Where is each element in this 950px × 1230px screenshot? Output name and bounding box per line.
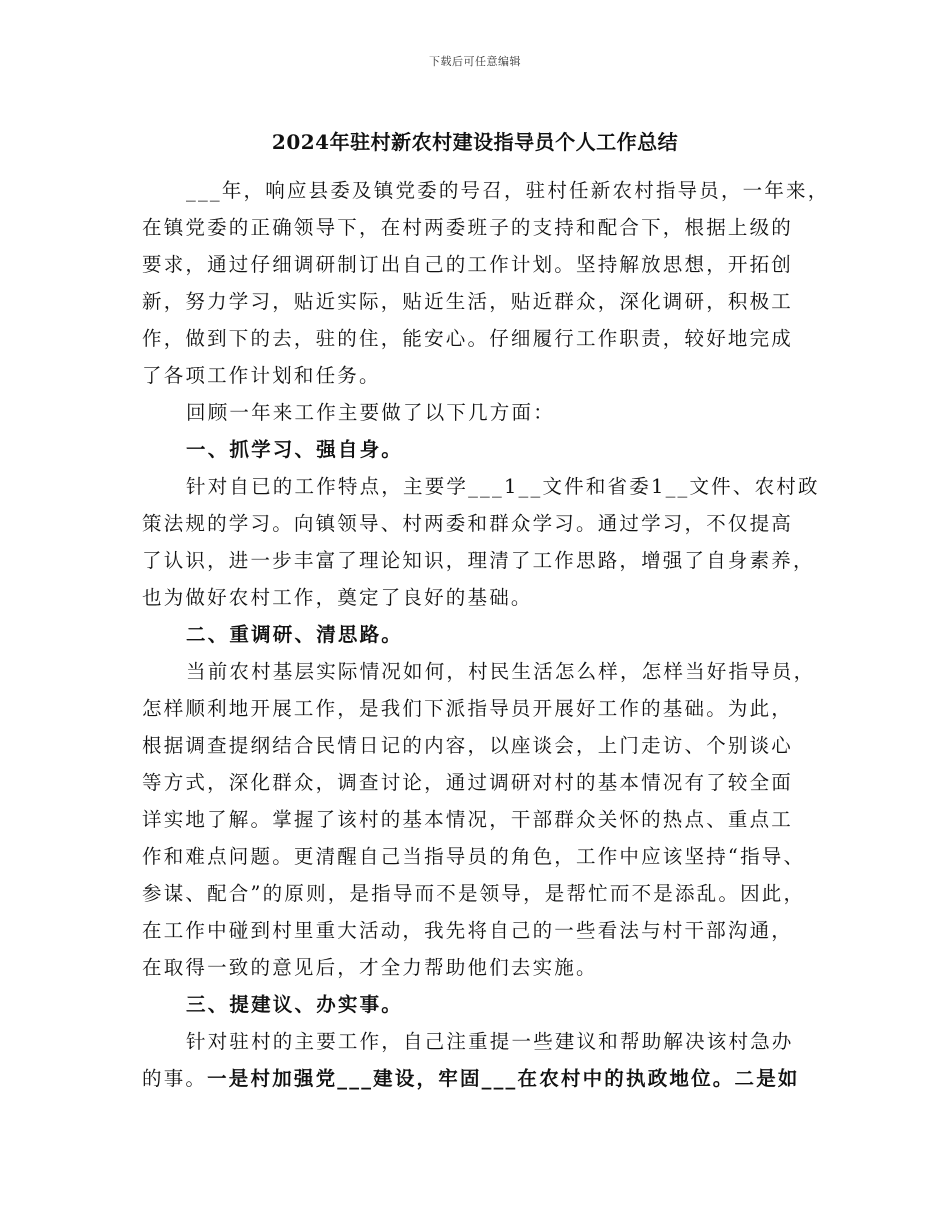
paragraph-line: 针对自已的工作特点，主要学___1__文件和省委1__文件、农村政 — [186, 475, 820, 498]
paragraph-line: 策法规的学习。向镇领导、村两委和群众学习。通过学习，不仅提高 — [142, 512, 794, 535]
paragraph-line: 怎样顺利地开展工作，是我们下派指导员开展好工作的基础。为此， — [142, 697, 794, 720]
section-heading: 二、重调研、清思路。 — [186, 623, 404, 646]
paragraph-line: 作，做到下的去，驻的住，能安心。仔细履行工作职责，较好地完成 — [142, 327, 794, 350]
paragraph-line: 在取得一致的意见后，才全力帮助他们去实施。 — [142, 956, 598, 979]
paragraph-line: 参谋、配合”的原则，是指导而不是领导，是帮忙而不是添乱。因此， — [142, 882, 806, 905]
paragraph-line: 了认识，进一步丰富了理论知识，理清了工作思路，增强了自身素养， — [142, 549, 815, 572]
last-line-normal-text: 的事。 — [142, 1067, 208, 1090]
paragraph-line: 也为做好农村工作，奠定了良好的基础。 — [142, 586, 533, 609]
section-heading: 一、抓学习、强自身。 — [186, 438, 404, 461]
paragraph-line — [142, 1060, 828, 1097]
paragraph-line: 了各项工作计划和任务。 — [142, 364, 381, 387]
paragraph-line: 回顾一年来工作主要做了以下几方面： — [186, 401, 555, 424]
last-line-bold-text: 一是村加强党___建设，牢固___在农村中的执政地位。二是如 — [207, 1067, 800, 1090]
paragraph-line: 针对驻村的主要工作，自己注重提一些建议和帮助解决该村急办 — [186, 1030, 794, 1053]
paragraph-line: 在镇党委的正确领导下，在村两委班子的支持和配合下，根据上级的 — [142, 216, 794, 239]
paragraph-line: 详实地了解。掌握了该村的基本情况，干部群众关怀的热点、重点工 — [142, 808, 794, 831]
paragraph-line: ___年，响应县委及镇党委的号召，驻村任新农村指导员，一年来， — [186, 179, 830, 202]
paragraph-line: 在工作中碰到村里重大活动，我先将自己的一些看法与村干部沟通， — [142, 919, 794, 942]
header-note: 下载后可任意编辑 — [429, 55, 521, 68]
paragraph-line: 当前农村基层实际情况如何，村民生活怎么样，怎样当好指导员， — [186, 660, 816, 683]
paragraph-line: 作和难点问题。更清醒自己当指导员的角色，工作中应该坚持“指导、 — [142, 845, 806, 868]
paragraph-line: 根据调查提纲结合民情日记的内容，以座谈会，上门走访、个别谈心 — [142, 734, 794, 757]
document-title: 2024年驻村新农村建设指导员个人工作总结 — [271, 130, 679, 154]
paragraph-line: 新，努力学习，贴近实际，贴近生活，贴近群众，深化调研，积极工 — [142, 290, 794, 313]
document-body — [142, 172, 828, 1097]
paragraph-line: 等方式，深化群众，调查讨论，通过调研对村的基本情况有了较全面 — [142, 771, 794, 794]
paragraph-line: 要求，通过仔细调研制订出自己的工作计划。坚持解放思想，开拓创 — [142, 253, 794, 276]
section-heading: 三、提建议、办实事。 — [186, 993, 404, 1016]
